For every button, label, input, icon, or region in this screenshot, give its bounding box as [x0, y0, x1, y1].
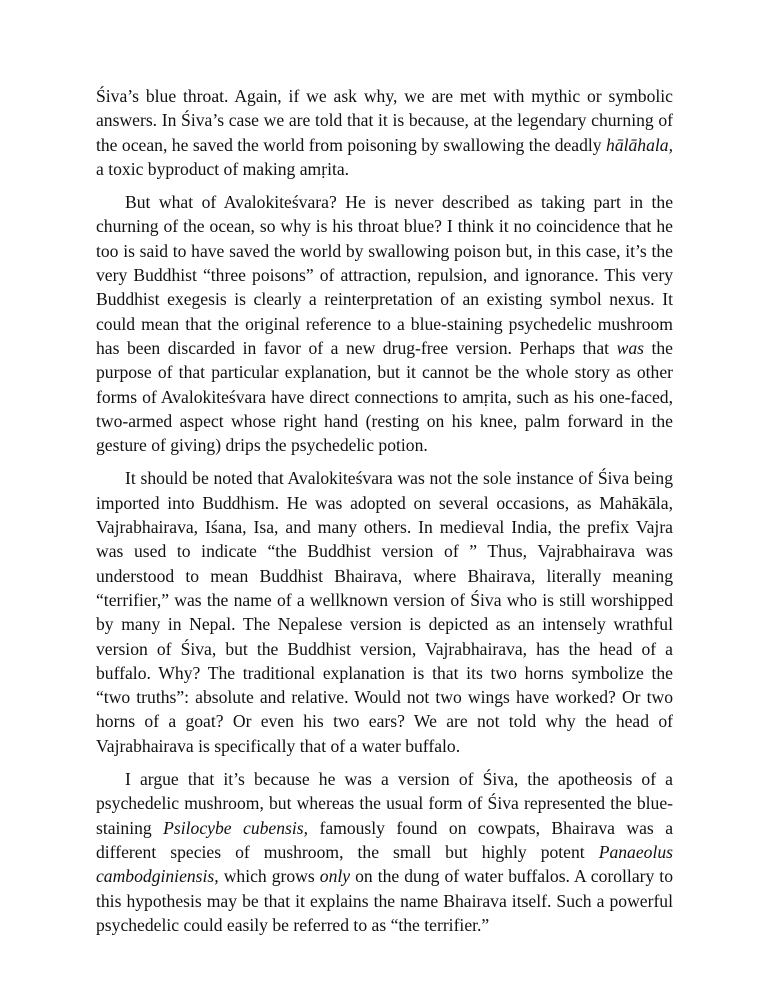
- paragraph-text: Śiva’s blue throat. Again, if we ask why, we are met with mythic or symbolic answers. In Śiva’s case we are told that it is because, at the legendary churning of the ocean, he saved the world from poisoning by swallowing the deadly: [96, 86, 673, 155]
- paragraph-text: a toxic byproduct of making amṛita.: [96, 158, 350, 179]
- paragraph-text: famously found on cowpats, Bhairava was a different species of mushroom, the small but highly potent: [96, 817, 674, 862]
- italic-text: Psilocybe cubensis,: [163, 817, 309, 838]
- paragraph-4: [96, 767, 673, 937]
- paragraph-text: It should be noted that Avalokiteśvara was not the sole instance of Śiva being imported into Buddhism. He was adopted on several occasions, as Mahākāla, Vajrabhairava, Iśana, Isa, and many others. In medieval India, the prefix Vajra was used to indicate “the Buddhist version of ” Thus, Vajrabhairava was understood to mean Buddhist Bhairava, where Bhairava, literally meaning “terrifier,” was the name of a wellknown version of Śiva who is still worshipped by many in Nepal. The Nepalese version is depicted as an intensely wrathful version of Śiva, but the Buddhist version, Vajrabhairava, has the head of a buffalo. Why? The traditional explanation is that its two horns symbolize the “two truths”: absolute and relative. Would not two wings have worked? Or two horns of a goat? Or even his two ears? We are not told why the head of Vajrabhairava is specifically that of a water buffalo.: [96, 468, 673, 756]
- paragraph-1: [96, 84, 673, 181]
- paragraph-text: I argue that it’s because he was a version of Śiva, the apotheosis of a psychedelic mushroom, but whereas the usual form of Śiva represented the blue-staining: [96, 769, 673, 838]
- italic-text: only: [319, 866, 351, 887]
- paragraph-text: which grows: [218, 866, 320, 887]
- paragraph-text: the purpose of that particular explanation, but it cannot be the whole story as other forms of Avalokiteśvara have direct connections to amṛita, such as his one-faced, two-armed aspect whose right hand (resting on his knee, palm forward in the gesture of giving) drips the psychedelic potion.: [96, 337, 673, 456]
- paragraph-3: [96, 466, 673, 758]
- italic-text: was: [616, 337, 644, 358]
- paragraph-2: [96, 190, 673, 457]
- document-page: [96, 84, 673, 946]
- paragraph-text: on the dung of water buffalos. A corollary to this hypothesis may be that it explains the name Bhairava itself. Such a powerful psychedelic could easily be referred to as “the terrifier.”: [96, 866, 673, 935]
- italic-text: hālāhala,: [606, 134, 673, 155]
- italic-text: Panaeolus cambodginiensis,: [96, 841, 673, 887]
- paragraph-text: But what of Avalokiteśvara? He is never described as taking part in the churning of the ocean, so why is his throat blue? I think it no coincidence that he too is said to have saved the world by swallowing poison but, in this case, it’s the very Buddhist “three poisons” of attraction, repulsion, and ignorance. This very Buddhist exegesis is clearly a reinterpretation of an existing symbol nexus. It could mean that the original reference to a blue-staining psychedelic mushroom has been discarded in favor of a new drug-free version. Perhaps that: [96, 192, 673, 358]
